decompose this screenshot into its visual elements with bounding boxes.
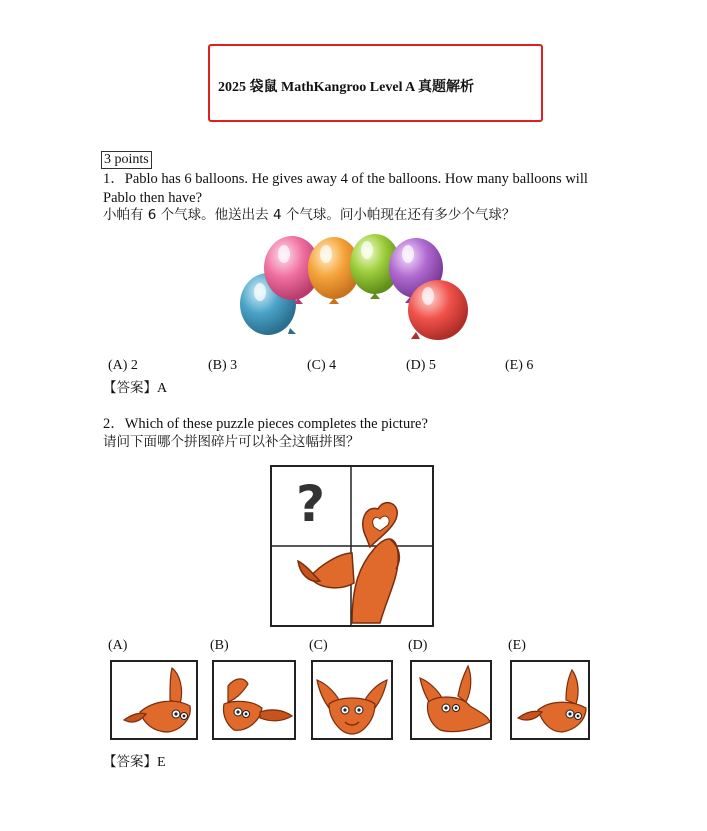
q1-answer (103, 376, 167, 397)
q1-choice-a: (A) 2 (108, 358, 138, 373)
q1-choice-e: (E) 6 (505, 358, 534, 373)
q2-choice-c: (C) (309, 638, 328, 653)
balloons-illustration (230, 232, 480, 342)
q1-answer-label: 【答案】 (103, 380, 157, 396)
q1-choice-c: (C) 4 (307, 358, 337, 373)
q1-text-cn: 小帕有 6 个气球。他送出去 4 个气球。问小帕现在还有多少个气球？ (103, 207, 516, 223)
q1-text-en: 1．Pablo has 6 balloons. He gives away 4 of the balloons. How many balloons will Pablo then have? (103, 171, 588, 206)
puzzle-piece-c (311, 660, 393, 740)
balloon-red (408, 280, 468, 340)
q2-text-en: 2．Which of these puzzle pieces completes the picture? (103, 416, 428, 432)
points-label: 3 points (101, 151, 152, 169)
puzzle-picture (270, 465, 434, 627)
q2-answer (103, 750, 166, 771)
page-title: 2025 袋鼠 MathKangroo Level A 真题解析 (218, 80, 475, 95)
q2-choice-e: (E) (508, 638, 526, 653)
q2-answer-value: E (157, 755, 166, 770)
q2-text-cn: 请问下面哪个拼图碎片可以补全这幅拼图？ (103, 434, 360, 450)
puzzle-piece-b (212, 660, 296, 740)
q1-choice-b: (B) 3 (208, 358, 238, 373)
puzzle-piece-e (510, 660, 590, 740)
q1-answer-value: A (157, 381, 168, 396)
q2-answer-label: 【答案】 (103, 754, 157, 770)
q2-choice-a: (A) (108, 638, 128, 653)
q2-choice-b: (B) (210, 638, 229, 653)
puzzle-piece-a (110, 660, 198, 740)
q2-choice-d: (D) (408, 638, 428, 653)
q1-choice-d: (D) 5 (406, 358, 436, 373)
puzzle-piece-d (410, 660, 492, 740)
puzzle-question-mark: ? (296, 475, 326, 533)
